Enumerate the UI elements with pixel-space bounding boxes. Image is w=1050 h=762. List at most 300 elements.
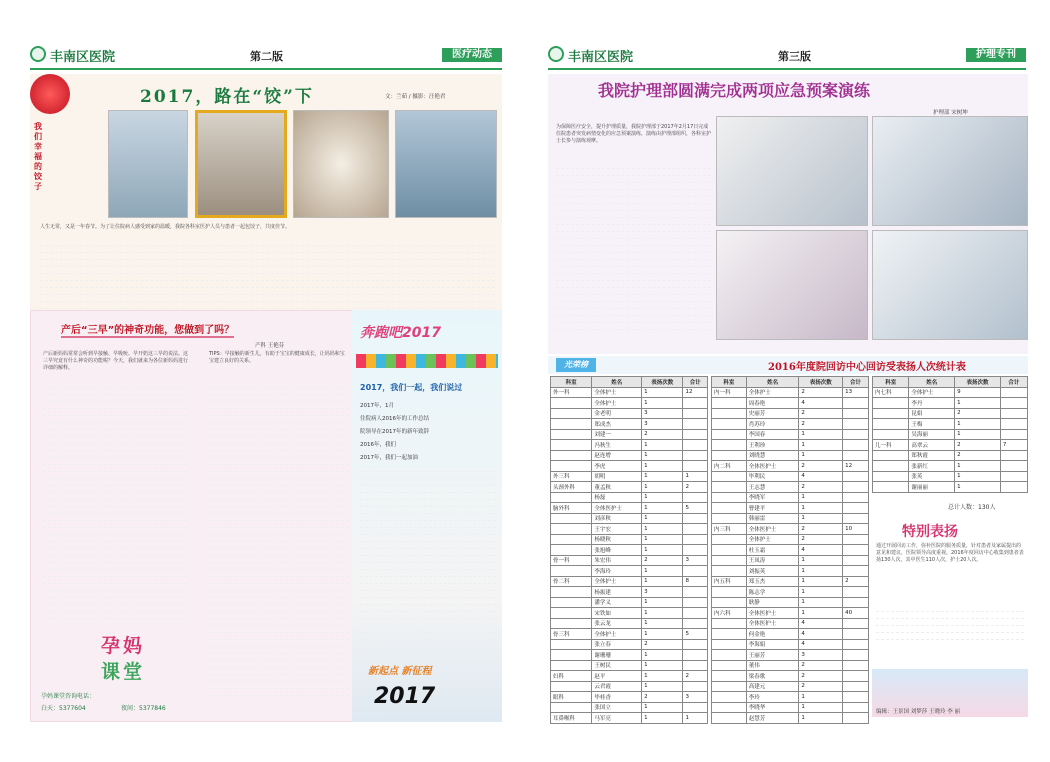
- table-cell: 潘学义: [592, 597, 642, 608]
- table-cell: [551, 513, 592, 524]
- table-row: [551, 450, 708, 461]
- table-cell: 刘彦秋: [592, 513, 642, 524]
- table-cell: [683, 681, 708, 692]
- table-row: [712, 461, 869, 472]
- table-cell: [683, 608, 708, 619]
- table-row: [712, 429, 869, 440]
- table-row: [551, 597, 708, 608]
- editor-credit: 编辑：王景国 刘梦莎 王晓玲 李 丽: [876, 709, 960, 715]
- table-cell: 赵慧芳: [746, 713, 799, 724]
- article-dumplings: [30, 74, 502, 324]
- table-cell: 1: [955, 461, 1001, 472]
- table-cell: 1: [642, 660, 683, 671]
- table-cell: 1: [642, 482, 683, 493]
- special-filler: [876, 605, 1024, 640]
- promo-line: 2017年，1月: [360, 403, 394, 409]
- table-cell: 4: [799, 629, 843, 640]
- photo-drill-1: [716, 116, 868, 226]
- table-cell: [683, 440, 708, 451]
- table-row: [551, 692, 708, 703]
- intro-filler: [40, 239, 495, 316]
- table-row: [551, 534, 708, 545]
- table-cell: [683, 524, 708, 535]
- special-praise: [872, 519, 1028, 719]
- photo-drill-3: [716, 230, 868, 340]
- promo-title: 奔跑吧2017: [360, 325, 441, 341]
- table-cell: [873, 419, 909, 430]
- table-cell: [712, 639, 747, 650]
- photo-drill-2: [872, 116, 1028, 226]
- table-cell: [843, 555, 869, 566]
- table-cell: 2: [683, 671, 708, 682]
- table-cell: 李海玲: [592, 566, 642, 577]
- table-cell: 内六科: [712, 608, 747, 619]
- table-cell: [712, 566, 747, 577]
- hospital-logo-icon: [548, 46, 564, 62]
- table-cell: [843, 545, 869, 556]
- table-cell: 1: [642, 597, 683, 608]
- table-cell: [551, 587, 592, 598]
- table-cell: 1: [955, 419, 1001, 430]
- table-cell: 4: [799, 618, 843, 629]
- table-cell: [551, 429, 592, 440]
- table-cell: 昆娟: [909, 408, 955, 419]
- table-cell: 2: [799, 660, 843, 671]
- table-row: [551, 545, 708, 556]
- section-label: 医疗动态: [442, 48, 502, 62]
- table-cell: [551, 650, 592, 661]
- table-row: [712, 629, 869, 640]
- table-row: [712, 450, 869, 461]
- table-cell: [551, 408, 592, 419]
- table-row: [873, 471, 1028, 482]
- table-cell: 1: [642, 471, 683, 482]
- table-cell: 10: [843, 524, 869, 535]
- table-cell: 4: [799, 639, 843, 650]
- table-cell: 外一科: [551, 387, 592, 398]
- table-header-cell: 表扬次数: [955, 377, 1001, 388]
- table-cell: [683, 639, 708, 650]
- table-row: [873, 450, 1028, 461]
- table-cell: 全体护士: [909, 387, 955, 398]
- table-cell: 2: [642, 692, 683, 703]
- table-cell: [843, 419, 869, 430]
- table-cell: [683, 566, 708, 577]
- table-cell: [683, 461, 708, 472]
- table-cell: [843, 713, 869, 724]
- table-header-cell: 科室: [551, 377, 592, 388]
- table-header-cell: 合计: [1000, 377, 1027, 388]
- table-cell: [843, 660, 869, 671]
- table-cell: 郑玉杰: [746, 576, 799, 587]
- table-cell: [843, 681, 869, 692]
- table-cell: 5: [683, 503, 708, 514]
- table-header-cell: 合计: [843, 377, 869, 388]
- table-cell: 王梅: [909, 419, 955, 430]
- table-cell: 1: [955, 429, 1001, 440]
- table-cell: 4: [799, 398, 843, 409]
- table-cell: 1: [642, 545, 683, 556]
- table-badge: 光荣榜: [556, 358, 596, 372]
- table-cell: 头颈外科: [551, 482, 592, 493]
- table-row: [712, 545, 869, 556]
- promo-runners: [356, 354, 498, 368]
- table-row: [873, 408, 1028, 419]
- headline: 我院护理部圆满完成两项应急预案演练: [598, 81, 871, 100]
- photo-dumplings-3: [293, 110, 389, 218]
- table-cell: 谢丽丽: [909, 482, 955, 493]
- praise-table-2: [711, 376, 869, 724]
- table-cell: 韩丽雷: [746, 513, 799, 524]
- table-cell: [1000, 387, 1027, 398]
- table-cell: 3: [642, 587, 683, 598]
- table-row: [712, 713, 869, 724]
- table-row: [551, 387, 708, 398]
- table-cell: 40: [843, 608, 869, 619]
- table-cell: [712, 429, 747, 440]
- table-row: [712, 524, 869, 535]
- table-row: [712, 692, 869, 703]
- table-cell: [551, 660, 592, 671]
- mother-school-phone-night: 夜间：5377846: [121, 705, 166, 712]
- table-cell: [683, 398, 708, 409]
- table-row: [712, 408, 869, 419]
- table-row: [551, 639, 708, 650]
- table-cell: [712, 692, 747, 703]
- table-cell: [712, 671, 747, 682]
- article2-byline: 产科 王艳芬: [255, 343, 285, 349]
- special-title: 特别表扬: [902, 524, 958, 540]
- table-cell: 张旭峰: [592, 545, 642, 556]
- article-filler: [556, 162, 711, 330]
- table-cell: [683, 408, 708, 419]
- section-label: 护理专刊: [966, 48, 1026, 62]
- table-cell: [1000, 450, 1027, 461]
- table-cell: [551, 419, 592, 430]
- table-cell: [551, 524, 592, 535]
- table-cell: 胡明: [592, 471, 642, 482]
- table-cell: 骨一科: [551, 555, 592, 566]
- table-cell: 2: [799, 482, 843, 493]
- table-cell: 曹建平: [746, 503, 799, 514]
- table-cell: 3: [683, 555, 708, 566]
- table-header-cell: 表扬次数: [642, 377, 683, 388]
- table-cell: [712, 618, 747, 629]
- page-left: [22, 34, 502, 724]
- table-cell: 1: [642, 398, 683, 409]
- table-cell: 2: [642, 429, 683, 440]
- page-header: [548, 46, 1026, 70]
- table-row: [712, 471, 869, 482]
- table-header-cell: 合计: [683, 377, 708, 388]
- table-row: [712, 587, 869, 598]
- hospital-logo-icon: [30, 46, 46, 62]
- table-cell: 全体医护士: [592, 503, 642, 514]
- table-cell: 2: [799, 671, 843, 682]
- table-cell: [843, 450, 869, 461]
- table-cell: 陈志学: [746, 587, 799, 598]
- table-cell: 2: [799, 387, 843, 398]
- table-cell: 李海娟: [746, 639, 799, 650]
- table-cell: 张立春: [592, 639, 642, 650]
- table-cell: 何金艳: [746, 629, 799, 640]
- table-cell: 高建元: [746, 681, 799, 692]
- table-cell: [712, 597, 747, 608]
- table-cell: [551, 597, 592, 608]
- table-cell: 王志慧: [746, 482, 799, 493]
- promo-subtitle: 2017，我们一起，我们说过: [360, 383, 463, 392]
- table-cell: 杨磊: [592, 492, 642, 503]
- table-row: [712, 398, 869, 409]
- table-cell: 马军亮: [592, 713, 642, 724]
- table-cell: [712, 713, 747, 724]
- table-row: [712, 608, 869, 619]
- table-cell: 1: [683, 713, 708, 724]
- table-row: [712, 650, 869, 661]
- table-cell: 1: [799, 513, 843, 524]
- article-text: 为保障医疗安全，提升护理质量，我院护理部于2017年2月17日完成住院患者突发病情变化的应急预案演练，演练由护理部组织，各科室护士长参与演练观摩。: [556, 124, 712, 144]
- table-cell: [843, 639, 869, 650]
- intro-text: 人生无常，又是一年春节。为了让住院病人感受到家的温暖，我院各科室医护人员与患者一起包饺子，共度佳节。: [40, 224, 291, 230]
- table-row: [551, 513, 708, 524]
- table-cell: 12: [683, 387, 708, 398]
- table-cell: [551, 639, 592, 650]
- table-cell: 云君霞: [592, 681, 642, 692]
- table-cell: [873, 429, 909, 440]
- table-cell: 张云龙: [592, 618, 642, 629]
- table-cell: [843, 471, 869, 482]
- table-row: [551, 702, 708, 713]
- table-cell: 史丽芳: [746, 408, 799, 419]
- table-cell: [873, 408, 909, 419]
- table-cell: 1: [642, 681, 683, 692]
- table-cell: 肖苏玲: [746, 419, 799, 430]
- table-cell: 2: [799, 681, 843, 692]
- table-cell: 冯秋生: [592, 440, 642, 451]
- table-cell: 3: [683, 692, 708, 703]
- table-cell: [843, 650, 869, 661]
- table-cell: [843, 671, 869, 682]
- table-header-row: [551, 377, 708, 388]
- article2-col2-filler: [209, 381, 349, 696]
- table-cell: [551, 534, 592, 545]
- table-row: [551, 671, 708, 682]
- table-cell: 全体护士: [746, 387, 799, 398]
- mother-school-line2: 课堂: [101, 661, 146, 683]
- table-cell: [683, 492, 708, 503]
- table-cell: 2: [642, 555, 683, 566]
- table-row: [551, 429, 708, 440]
- table-cell: 全体医护士: [746, 608, 799, 619]
- table-cell: 全体医护士: [746, 618, 799, 629]
- table-cell: [843, 629, 869, 640]
- table-header-cell: 姓名: [592, 377, 642, 388]
- table-cell: [551, 398, 592, 409]
- table-cell: 1: [799, 587, 843, 598]
- table-cell: [712, 702, 747, 713]
- table-cell: 全体护士: [746, 534, 799, 545]
- table-row: [873, 440, 1028, 451]
- table-title: 2016年度院回访中心回访受表扬人次统计表: [768, 362, 966, 373]
- table-cell: 8: [683, 576, 708, 587]
- table-cell: 耿静: [746, 597, 799, 608]
- table-cell: [712, 545, 747, 556]
- table-row: [551, 566, 708, 577]
- table-cell: 董伟: [746, 660, 799, 671]
- table-row: [551, 492, 708, 503]
- table-cell: 王宇宏: [592, 524, 642, 535]
- edition-label: 第三版: [778, 50, 811, 63]
- table-cell: [1000, 398, 1027, 409]
- table-row: [551, 629, 708, 640]
- table-row: [712, 503, 869, 514]
- table-cell: 1: [683, 471, 708, 482]
- photo-dumplings-2: [195, 110, 287, 218]
- promo-panel: [352, 310, 502, 722]
- table-cell: [712, 450, 747, 461]
- table-row: [712, 702, 869, 713]
- table-cell: 1: [799, 702, 843, 713]
- table-cell: [843, 440, 869, 451]
- table-cell: [873, 461, 909, 472]
- table-row: [712, 419, 869, 430]
- table-cell: [1000, 461, 1027, 472]
- table-cell: 外三科: [551, 471, 592, 482]
- table-cell: [712, 681, 747, 692]
- table-header-cell: 科室: [873, 377, 909, 388]
- table-cell: 李国春: [746, 429, 799, 440]
- table-cell: [683, 534, 708, 545]
- table-cell: [843, 597, 869, 608]
- table-row: [551, 461, 708, 472]
- praise-table-3: [872, 376, 1028, 493]
- table-row: [551, 503, 708, 514]
- table-cell: [712, 650, 747, 661]
- table-cell: 内一科: [712, 387, 747, 398]
- mother-school-line1: 孕妈: [101, 635, 146, 657]
- table-cell: [551, 608, 592, 619]
- table-cell: [551, 450, 592, 461]
- table-cell: [843, 429, 869, 440]
- table-cell: 眼科: [551, 692, 592, 703]
- table-row: [873, 398, 1028, 409]
- table-cell: 张英: [909, 471, 955, 482]
- promo-line: 住院病人2016年的工作总结: [360, 416, 429, 422]
- table-cell: 1: [642, 524, 683, 535]
- table-row: [712, 513, 869, 524]
- table-row: [551, 576, 708, 587]
- table-cell: 全体护士: [592, 398, 642, 409]
- table-cell: [712, 398, 747, 409]
- table-row: [712, 482, 869, 493]
- page-header: [30, 46, 502, 70]
- table-row: [551, 471, 708, 482]
- table-cell: 内五科: [712, 576, 747, 587]
- table-row: [712, 566, 869, 577]
- table-cell: 张国立: [592, 702, 642, 713]
- table-cell: [712, 534, 747, 545]
- table-cell: [551, 618, 592, 629]
- table-cell: [712, 503, 747, 514]
- table-cell: 刘建一: [592, 429, 642, 440]
- table-cell: 骨三科: [551, 629, 592, 640]
- table-cell: 毕桂香: [592, 692, 642, 703]
- table-row: [712, 639, 869, 650]
- table-cell: [873, 450, 909, 461]
- promo-line: 2016年，我们: [360, 442, 396, 448]
- table-cell: 4: [799, 471, 843, 482]
- table-cell: 2: [799, 461, 843, 472]
- table-row: [551, 650, 708, 661]
- table-cell: [1000, 408, 1027, 419]
- table-cell: 5: [683, 629, 708, 640]
- table-cell: [712, 471, 747, 482]
- table-cell: 1: [642, 650, 683, 661]
- table-cell: 高翠云: [909, 440, 955, 451]
- praise-table-1: [550, 376, 708, 724]
- table-cell: [843, 618, 869, 629]
- table-cell: 1: [642, 387, 683, 398]
- table-cell: [712, 629, 747, 640]
- table-cell: [873, 398, 909, 409]
- table-cell: 全体护士: [592, 576, 642, 587]
- table-cell: [843, 408, 869, 419]
- table-cell: [873, 471, 909, 482]
- table-header-cell: 姓名: [746, 377, 799, 388]
- table-header-cell: 表扬次数: [799, 377, 843, 388]
- table-row: [712, 576, 869, 587]
- table-banner: [548, 356, 1028, 374]
- table-cell: 骨二科: [551, 576, 592, 587]
- article-drill: [548, 74, 1028, 354]
- table-cell: 1: [799, 576, 843, 587]
- table-cell: [712, 482, 747, 493]
- blossom-banner: [872, 669, 1028, 717]
- table-cell: [843, 482, 869, 493]
- promo-line: 2017年，我们一起加油: [360, 455, 418, 461]
- table-cell: [712, 492, 747, 503]
- table-cell: [843, 503, 869, 514]
- promo-line: 院领导在2017年的新年致辞: [360, 429, 429, 435]
- table-cell: 1: [642, 492, 683, 503]
- table-cell: 内三科: [712, 524, 747, 535]
- table-cell: 1: [799, 440, 843, 451]
- table-cell: [843, 513, 869, 524]
- table-cell: 1: [642, 513, 683, 524]
- table-header-row: [873, 377, 1028, 388]
- table-cell: 3: [642, 419, 683, 430]
- table-cell: 1: [955, 398, 1001, 409]
- table-cell: 张新红: [909, 461, 955, 472]
- promo-year: 2017: [374, 684, 436, 709]
- table-header-cell: 科室: [712, 377, 747, 388]
- table-row: [551, 398, 708, 409]
- table-row: [551, 419, 708, 430]
- table-cell: 1: [799, 555, 843, 566]
- table-cell: [712, 440, 747, 451]
- table-cell: [683, 587, 708, 598]
- total-count: 总计人数：130人: [948, 504, 996, 511]
- table-row: [873, 387, 1028, 398]
- table-row: [551, 608, 708, 619]
- table-cell: 1: [642, 576, 683, 587]
- table-cell: 1: [642, 713, 683, 724]
- table-cell: [683, 545, 708, 556]
- table-cell: 周春艳: [746, 398, 799, 409]
- article2-text: 产后新妈妈常常会听到早接触、早吸吮、早开奶这三早的说法。这三早究竟有什么神奇的功能呢？今天，我们就来为各位新妈妈进行详细的解释。: [43, 351, 189, 371]
- table-cell: 全体医护士: [746, 524, 799, 535]
- table-cell: 1: [799, 713, 843, 724]
